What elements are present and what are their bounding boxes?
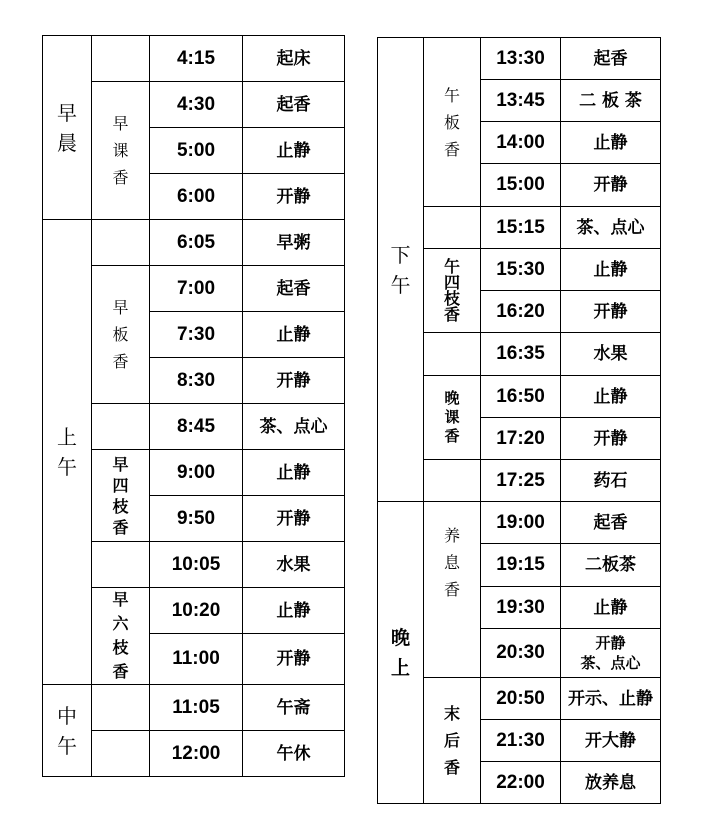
time-cell: 17:25	[481, 460, 561, 502]
activity-cell: 起香	[561, 38, 661, 80]
time-cell: 6:05	[150, 220, 243, 266]
session-cell-morning-four-sticks: 早 四 枝 香	[92, 450, 150, 542]
period-cell-early-morning: 早 晨	[43, 36, 92, 220]
time-cell: 19:15	[481, 544, 561, 587]
activity-cell: 开静	[243, 358, 345, 404]
activity-cell: 开静	[561, 164, 661, 207]
time-cell: 8:30	[150, 358, 243, 404]
period-cell-noon: 中 午	[43, 685, 92, 777]
time-cell: 20:30	[481, 629, 561, 678]
time-cell: 4:15	[150, 36, 243, 82]
session-cell-empty	[424, 207, 481, 249]
activity-cell: 茶、点心	[243, 404, 345, 450]
period-cell-morning: 上 午	[43, 220, 92, 685]
session-cell-empty	[92, 36, 150, 82]
activity-cell: 止静	[243, 128, 345, 174]
activity-cell: 止静	[243, 588, 345, 634]
time-cell: 15:15	[481, 207, 561, 249]
activity-cell: 放养息	[561, 762, 661, 804]
activity-cell: 早粥	[243, 220, 345, 266]
time-cell: 7:00	[150, 266, 243, 312]
session-cell-afternoon-four-sticks: 午 四 枝 香	[424, 249, 481, 333]
activity-cell: 开静	[561, 291, 661, 333]
session-cell-empty	[92, 542, 150, 588]
activity-cell: 开静	[243, 496, 345, 542]
activity-cell: 开静	[561, 418, 661, 460]
time-cell: 5:00	[150, 128, 243, 174]
time-cell: 14:00	[481, 122, 561, 164]
activity-cell: 午斋	[243, 685, 345, 731]
session-cell-empty	[92, 731, 150, 777]
time-cell: 15:30	[481, 249, 561, 291]
time-cell: 10:20	[150, 588, 243, 634]
session-cell-final: 末 后 香	[424, 678, 481, 804]
time-cell: 17:20	[481, 418, 561, 460]
activity-cell: 午休	[243, 731, 345, 777]
time-cell: 7:30	[150, 312, 243, 358]
table-row	[378, 502, 661, 544]
session-cell-morning-chanting: 早 课 香	[92, 82, 150, 220]
time-cell: 6:00	[150, 174, 243, 220]
time-cell: 19:00	[481, 502, 561, 544]
activity-cell: 茶、点心	[561, 207, 661, 249]
period-cell-afternoon: 下 午	[378, 38, 424, 502]
table-row	[43, 36, 345, 82]
activity-cell: 开示、止静	[561, 678, 661, 720]
activity-cell: 开大静	[561, 720, 661, 762]
activity-cell: 起香	[243, 82, 345, 128]
session-cell-empty	[424, 333, 481, 376]
time-cell: 12:00	[150, 731, 243, 777]
morning-schedule-table	[42, 35, 345, 777]
activity-cell: 起香	[561, 502, 661, 544]
session-cell-morning-board: 早 板 香	[92, 266, 150, 404]
time-cell: 19:30	[481, 587, 561, 629]
activity-cell: 起床	[243, 36, 345, 82]
session-cell-afternoon-board: 午 板 香	[424, 38, 481, 207]
time-cell: 16:50	[481, 376, 561, 418]
time-cell: 13:30	[481, 38, 561, 80]
time-cell: 11:00	[150, 634, 243, 685]
activity-cell: 水果	[561, 333, 661, 376]
period-cell-evening: 晚 上	[378, 502, 424, 804]
time-cell: 13:45	[481, 80, 561, 122]
session-cell-empty	[92, 220, 150, 266]
activity-cell: 开静 茶、点心	[561, 629, 661, 678]
time-cell: 15:00	[481, 164, 561, 207]
time-cell: 22:00	[481, 762, 561, 804]
session-cell-rest: 养 息 香	[424, 502, 481, 678]
time-cell: 11:05	[150, 685, 243, 731]
time-cell: 20:50	[481, 678, 561, 720]
afternoon-evening-schedule-table	[377, 37, 661, 804]
activity-cell: 水果	[243, 542, 345, 588]
session-cell-morning-six-sticks: 早 六 枝 香	[92, 588, 150, 685]
activity-cell: 二板茶	[561, 544, 661, 587]
activity-cell: 止静	[243, 450, 345, 496]
time-cell: 16:35	[481, 333, 561, 376]
time-cell: 4:30	[150, 82, 243, 128]
activity-cell: 开静	[243, 634, 345, 685]
activity-cell: 止静	[561, 122, 661, 164]
activity-cell: 止静	[561, 376, 661, 418]
activity-cell: 止静	[561, 249, 661, 291]
table-row	[378, 38, 661, 80]
table-row	[43, 685, 345, 731]
session-cell-empty	[424, 460, 481, 502]
activity-cell: 止静	[561, 587, 661, 629]
time-cell: 16:20	[481, 291, 561, 333]
session-cell-empty	[92, 685, 150, 731]
session-cell-empty	[92, 404, 150, 450]
activity-cell: 开静	[243, 174, 345, 220]
activity-cell: 二 板 茶	[561, 80, 661, 122]
time-cell: 9:00	[150, 450, 243, 496]
time-cell: 10:05	[150, 542, 243, 588]
time-cell: 9:50	[150, 496, 243, 542]
activity-cell: 起香	[243, 266, 345, 312]
time-cell: 21:30	[481, 720, 561, 762]
activity-cell: 止静	[243, 312, 345, 358]
session-cell-evening-chanting: 晚 课 香	[424, 376, 481, 460]
activity-cell: 药石	[561, 460, 661, 502]
table-row	[43, 220, 345, 266]
time-cell: 8:45	[150, 404, 243, 450]
